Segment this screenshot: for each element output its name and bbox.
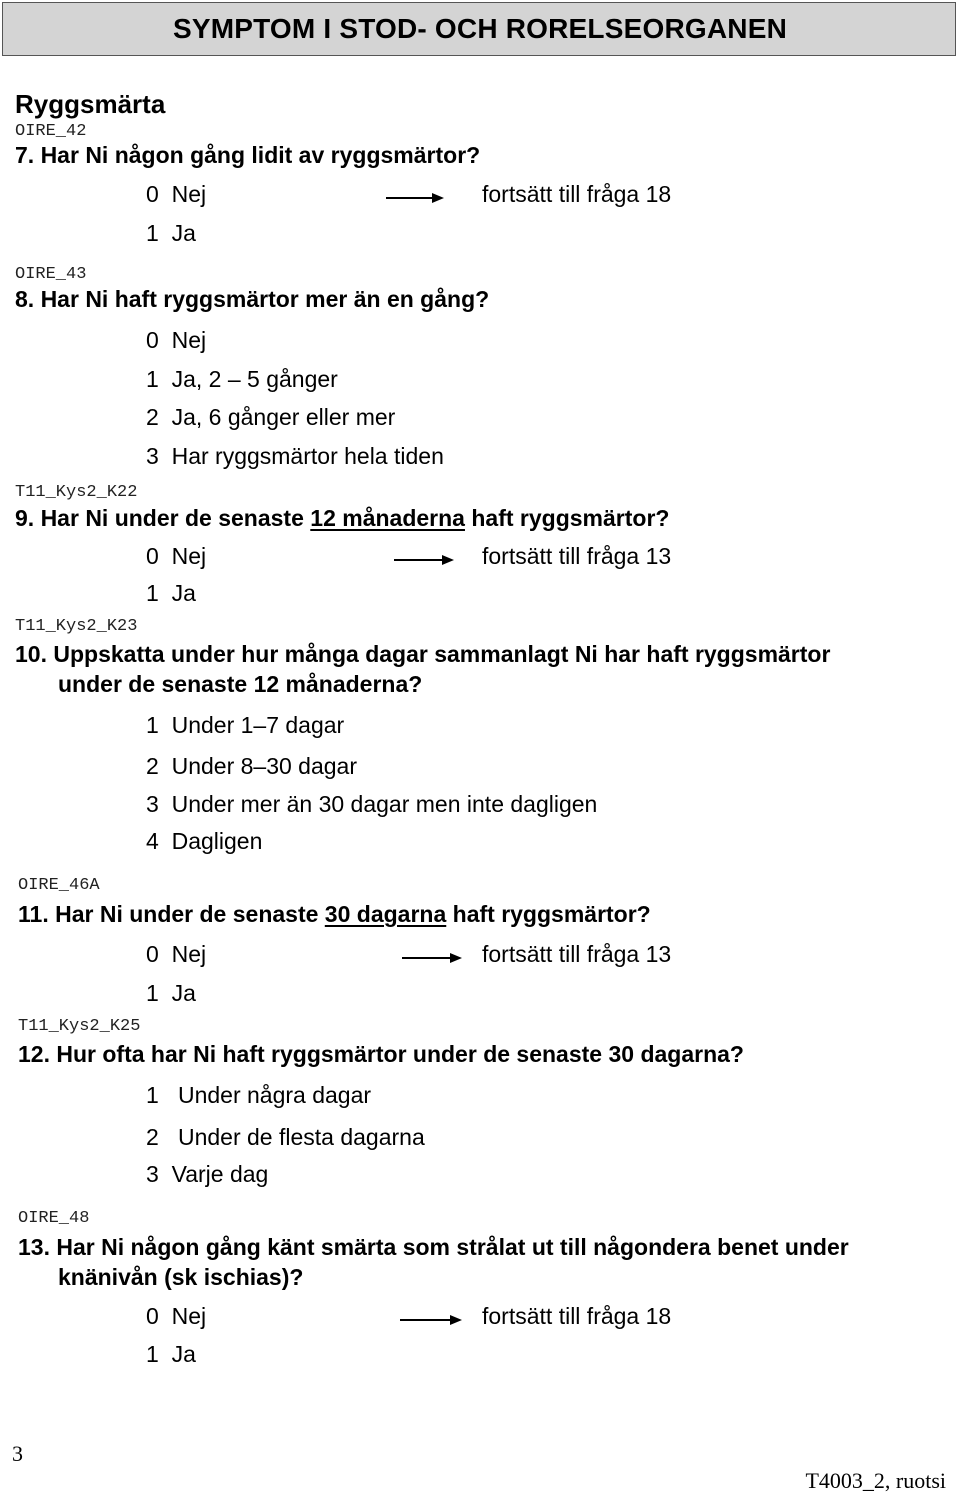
option-0-nej[interactable]: 0 Nej [146,181,207,207]
option-1-nagra-dagar[interactable]: 1 Under några dagar [146,1082,372,1108]
question-13-line1: 13. Har Ni någon gång känt smärta som strålat ut till någondera benet under [18,1234,849,1260]
skip-arrow-icon [402,951,464,965]
question-9-text: 9. Har Ni under de senaste 12 månaderna haft ryggsmärtor? [15,505,670,531]
option-0-nej[interactable]: 0 Nej [146,327,207,353]
question-code: OIRE_42 [15,122,87,141]
option-2-under-8-30[interactable]: 2 Under 8–30 dagar [146,753,357,779]
question-8-text: 8. Har Ni haft ryggsmärtor mer än en gång? [15,286,490,312]
document-id: T4003_2, ruotsi [805,1468,946,1493]
option-2-flesta-dagarna[interactable]: 2 Under de flesta dagarna [146,1124,425,1150]
question-code: T11_Kys2_K23 [15,617,138,636]
question-13-line2: knänivån (sk ischias)? [58,1264,304,1290]
option-3-varje-dag[interactable]: 3 Varje dag [146,1161,269,1187]
question-code: OIRE_48 [18,1209,90,1228]
question-code: T11_Kys2_K22 [15,483,138,502]
option-1-under-1-7[interactable]: 1 Under 1–7 dagar [146,712,345,738]
question-12-text: 12. Hur ofta har Ni haft ryggsmärtor under de senaste 30 dagarna? [18,1041,744,1067]
skip-arrow-icon [386,191,446,205]
question-code: OIRE_43 [15,265,87,284]
section-title: Ryggsmärta [15,89,166,119]
option-1-ja[interactable]: 1 Ja [146,580,196,606]
question-10-line1: 10. Uppskatta under hur många dagar sammanlagt Ni har haft ryggsmärtor [15,641,831,667]
question-code: T11_Kys2_K25 [18,1017,141,1036]
option-2-ja-6-plus[interactable]: 2 Ja, 6 gånger eller mer [146,404,396,430]
option-1-ja[interactable]: 1 Ja [146,1341,196,1367]
question-11-text: 11. Har Ni under de senaste 30 dagarna haft ryggsmärtor? [18,901,651,927]
skip-instruction: fortsätt till fråga 13 [482,543,672,569]
option-0-nej[interactable]: 0 Nej [146,543,207,569]
skip-arrow-icon [400,1313,464,1327]
skip-instruction: fortsätt till fråga 18 [482,181,672,207]
question-7-text: 7. Har Ni någon gång lidit av ryggsmärtor? [15,142,481,168]
question-code: OIRE_46A [18,876,100,895]
page-number: 3 [12,1441,23,1466]
page-title: SYMPTOM I STOD- OCH RORELSEORGANEN [172,13,788,44]
option-4-dagligen[interactable]: 4 Dagligen [146,828,263,854]
question-10-line2: under de senaste 12 månaderna? [58,671,423,697]
option-1-ja[interactable]: 1 Ja [146,220,196,246]
header-box [2,2,956,56]
option-3-over-30[interactable]: 3 Under mer än 30 dagar men inte dagligen [146,791,598,817]
skip-instruction: fortsätt till fråga 13 [482,941,672,967]
option-3-hela-tiden[interactable]: 3 Har ryggsmärtor hela tiden [146,443,444,469]
option-0-nej[interactable]: 0 Nej [146,941,207,967]
option-1-ja-2-5[interactable]: 1 Ja, 2 – 5 gånger [146,366,338,392]
skip-arrow-icon [394,553,456,567]
option-1-ja[interactable]: 1 Ja [146,980,196,1006]
skip-instruction: fortsätt till fråga 18 [482,1303,672,1329]
option-0-nej[interactable]: 0 Nej [146,1303,207,1329]
